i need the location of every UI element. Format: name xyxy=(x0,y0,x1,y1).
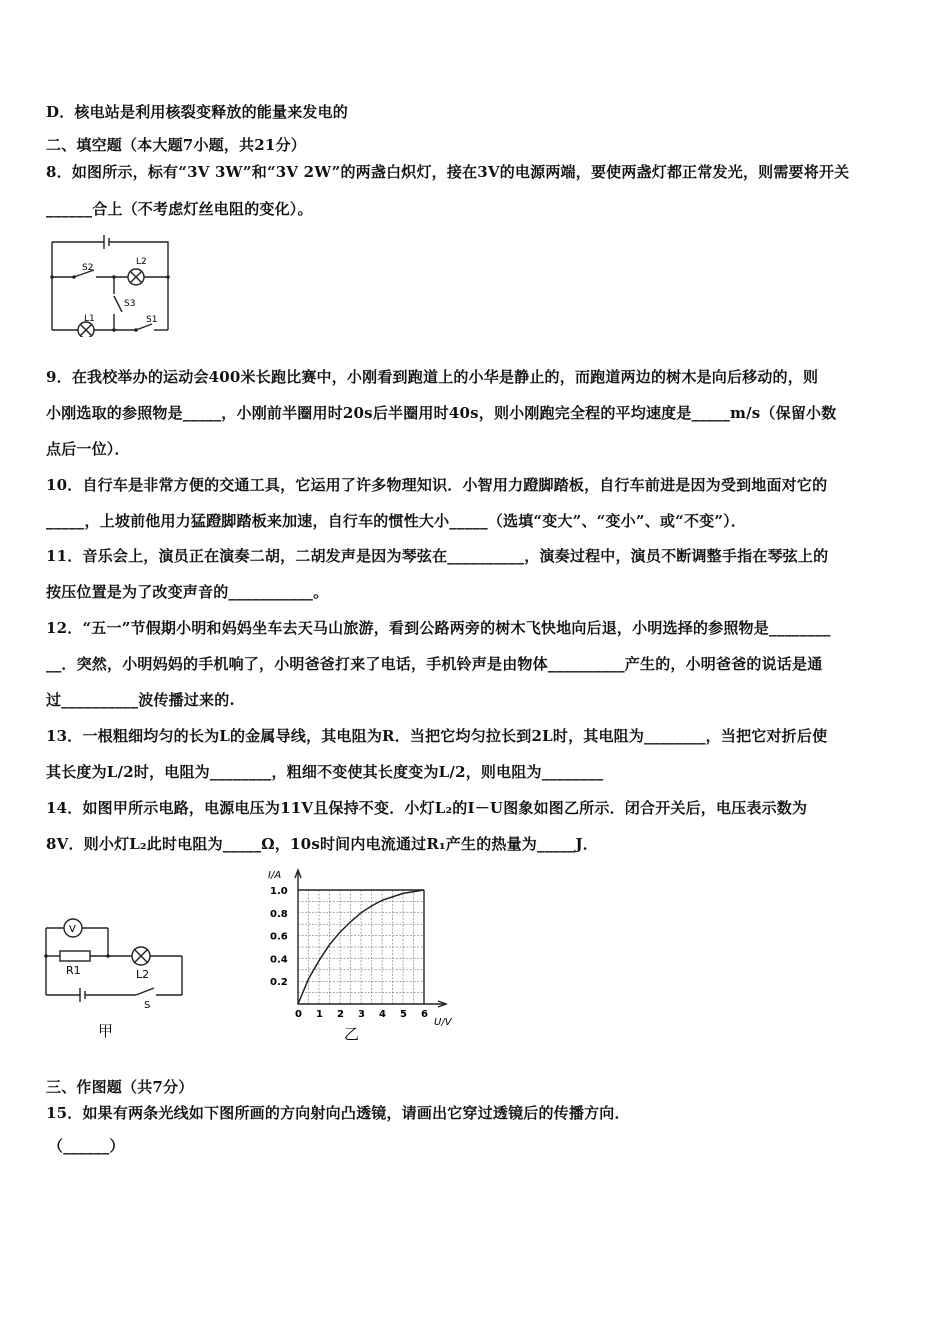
x-tick-label: 3 xyxy=(358,1009,365,1020)
q9-line2: 小刚选取的参照物是_____，小刚前半圈用时20s后半圈用时40s，则小刚跑完全程的平均速度是_____m/s（保留小数 xyxy=(46,404,837,422)
label-r1: R1 xyxy=(66,964,81,977)
q13-line1: 13．一根粗细均匀的长为L的金属导线，其电阻为R．当把它均匀拉长到2L时，其电阻为________，当把它对折后使 xyxy=(46,727,828,745)
y-tick-label: 0.8 xyxy=(270,908,288,920)
label-l2: L2 xyxy=(136,257,147,267)
q12-line1: 12．“五一”节假期小明和妈妈坐车去天马山旅游，看到公路两旁的树木飞快地向后退，小明选择的参照物是________ xyxy=(46,619,831,637)
q9-line3: 点后一位）． xyxy=(46,440,130,458)
caption-jia: 甲 xyxy=(98,1022,114,1040)
q14-line1: 14．如图甲所示电路，电源电压为11V且保持不变．小灯L₂的I－U图象如图乙所示．闭合开关后，电压表示数为 xyxy=(46,799,808,817)
y-tick-label: 0.2 xyxy=(270,977,288,989)
chart-xlabel: U/V xyxy=(434,1017,452,1028)
q13-line2: 其长度为L/2时，电阻为________，粗细不变使其长度变为L/2，则电阻为________ xyxy=(46,763,604,781)
q11-line1: 11．音乐会上，演员正在演奏二胡，二胡发声是因为琴弦在__________，演奏过程中，演员不断调整手指在琴弦上的 xyxy=(46,547,829,565)
chart-ylabel: I/A xyxy=(268,870,282,881)
q9-line1: 9．在我校举办的运动会400米长跑比赛中，小刚看到跑道上的小华是静止的，而跑道两边的树木是向后移动的，则 xyxy=(46,368,819,386)
y-tick-label: 0.6 xyxy=(270,931,288,943)
q8-circuit-diagram xyxy=(46,232,176,337)
section-fill-heading: 二、填空题（本大题7小题，共21分） xyxy=(46,136,306,154)
q8-line1: 8．如图所示，标有“3V 3W”和“3V 2W”的两盏白炽灯，接在3V的电源两端，要使两盏灯都正常发光，则需要将开关 xyxy=(46,163,850,181)
q10-line1: 10．自行车是非常方便的交通工具，它运用了许多物理知识．小智用力蹬脚踏板，自行车前进是因为受到地面对它的 xyxy=(46,476,828,494)
q11-line2: 按压位置是为了改变声音的___________。 xyxy=(46,583,329,601)
y-tick-label: 0.4 xyxy=(270,954,288,966)
q15-answer-blank: （______） xyxy=(48,1137,125,1155)
label-s2: S2 xyxy=(82,263,94,273)
y-tick-label: 1.0 xyxy=(270,886,288,897)
q15-line1: 15．如果有两条光线如下图所画的方向射向凸透镜，请画出它穿过透镜后的传播方向． xyxy=(46,1104,630,1122)
label-l2-jia: L2 xyxy=(136,968,150,981)
caption-yi: 乙 xyxy=(344,1025,360,1043)
section-draw-heading: 三、作图题（共7分） xyxy=(46,1078,194,1096)
label-s: S xyxy=(144,1000,151,1011)
label-s1: S1 xyxy=(146,315,158,325)
q14-circuit-jia xyxy=(40,908,190,1043)
x-tick-label: 4 xyxy=(379,1009,386,1020)
x-tick-label: 5 xyxy=(400,1009,407,1020)
q14-line2: 8V．则小灯L₂此时电阻为_____Ω，10s时间内电流通过R₁产生的热量为_____J． xyxy=(46,835,598,853)
x-tick-label: 1 xyxy=(316,1009,323,1020)
x-tick-label: 2 xyxy=(337,1009,344,1020)
q10-line2: _____，上坡前他用力猛蹬脚踏板来加速，自行车的惯性大小_____（选填“变大”、“变小”、或“不变”）． xyxy=(46,512,747,530)
q14-iu-chart xyxy=(262,862,472,1047)
label-s3: S3 xyxy=(124,299,136,309)
label-v: V xyxy=(69,924,76,935)
q12-line2: __．突然，小明妈妈的手机响了，小明爸爸打来了电话，手机铃声是由物体__________产生的，小明爸爸的说话是通 xyxy=(46,655,823,673)
x-tick-label: 6 xyxy=(421,1009,428,1020)
q8-line2: ______合上（不考虑灯丝电阻的变化）。 xyxy=(46,200,313,218)
label-l1: L1 xyxy=(84,314,95,324)
q12-line3: 过__________波传播过来的. xyxy=(46,691,235,709)
option-d: D．核电站是利用核裂变释放的能量来发电的 xyxy=(46,103,349,121)
x-tick-label: 0 xyxy=(295,1009,302,1020)
